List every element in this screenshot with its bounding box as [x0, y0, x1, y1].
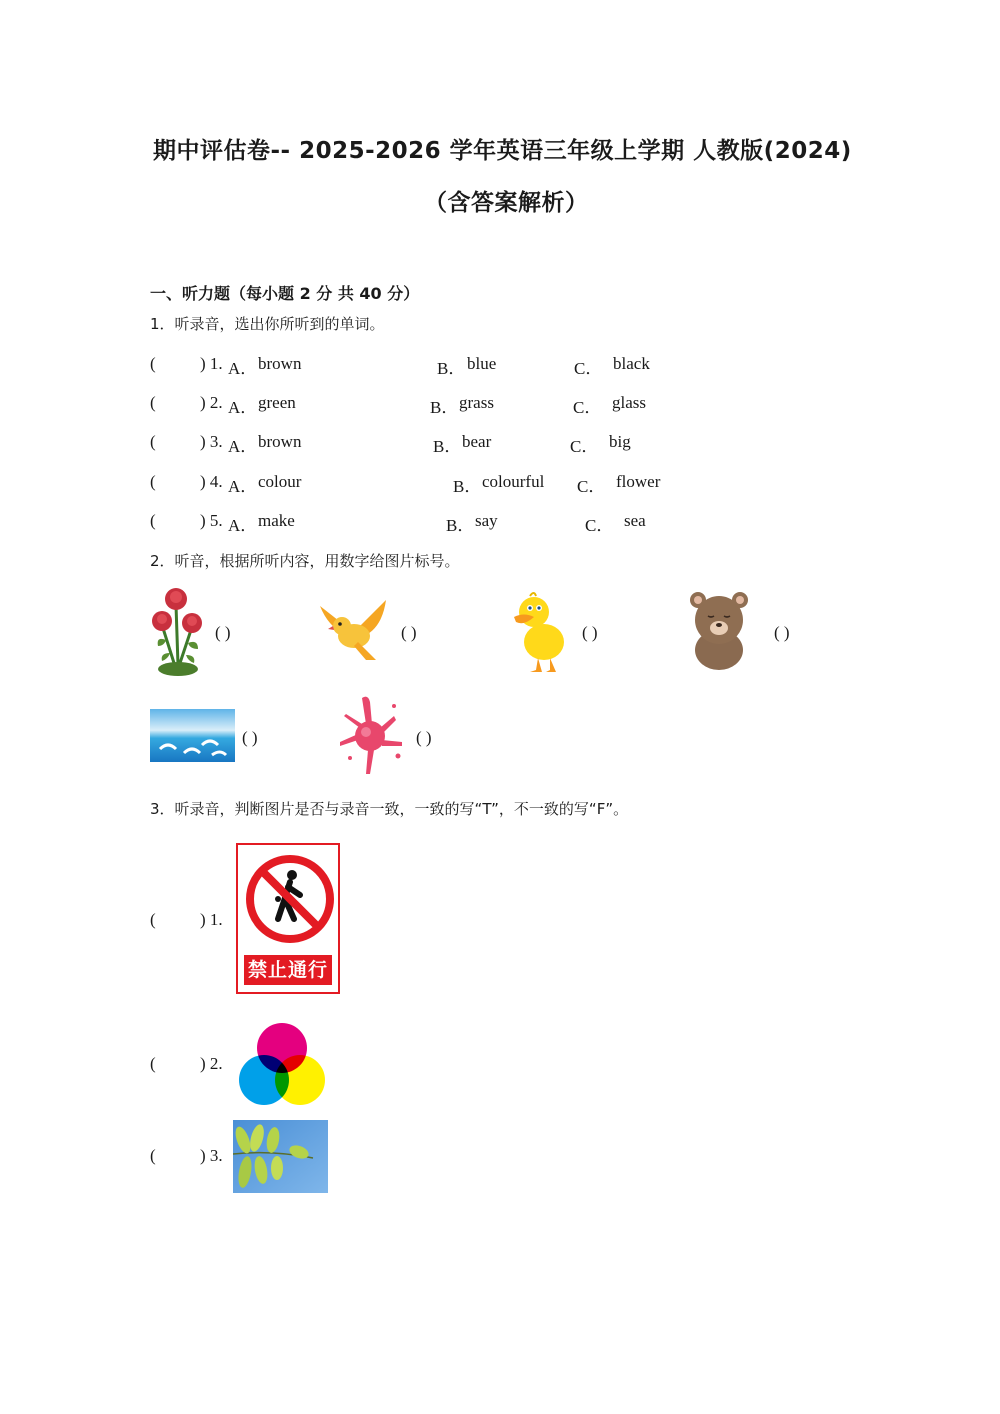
item-number: ) 4.	[200, 472, 223, 491]
bird-picture	[318, 598, 390, 664]
item-number: ) 1.	[200, 354, 223, 373]
document-title: 期中评估卷-- 2025-2026 学年英语三年级上学期 人教版(2024)	[153, 138, 852, 164]
option-a: brown	[258, 354, 302, 373]
option-c: big	[609, 432, 631, 451]
answer-blank-roses[interactable]: ( )	[215, 623, 231, 642]
option-b: say	[475, 511, 498, 530]
option-a-label: A．	[228, 437, 258, 456]
sea-picture	[150, 709, 235, 762]
option-a: make	[258, 511, 295, 530]
item-number: ) 2.	[200, 1054, 223, 1073]
option-b: colourful	[482, 472, 545, 491]
option-a-label: A．	[228, 359, 258, 378]
option-c: flower	[616, 472, 661, 491]
bear-picture	[686, 592, 752, 672]
answer-blank-bear[interactable]: ( )	[774, 623, 790, 642]
option-b: grass	[459, 393, 494, 412]
question-1-instruction: 1．听录音，选出你所听到的单词。	[150, 315, 385, 333]
option-c: sea	[624, 511, 646, 530]
option-c-label: C．	[574, 359, 603, 378]
option-c-label: C．	[577, 477, 606, 496]
item-number: ) 1.	[200, 910, 223, 929]
answer-blank[interactable]: (	[150, 910, 156, 929]
option-a: colour	[258, 472, 302, 491]
option-b-label: B．	[433, 437, 462, 456]
option-b: blue	[467, 354, 497, 373]
question-3-instruction: 3．听录音，判断图片是否与录音一致，一致的写“T”，不一致的写“F”。	[150, 800, 629, 818]
answer-blank[interactable]: (	[150, 1146, 156, 1165]
option-c: glass	[612, 393, 646, 412]
answer-blank-splash[interactable]: ( )	[416, 728, 432, 747]
color-circles-picture	[237, 1022, 327, 1106]
question-2-instruction: 2．听音，根据所听内容，用数字给图片标号。	[150, 552, 460, 570]
no-entry-sign-picture	[236, 843, 340, 994]
answer-blank[interactable]: (	[150, 393, 156, 412]
sign-text: 禁止通行	[244, 955, 332, 985]
answer-blank[interactable]: (	[150, 1054, 156, 1073]
item-number: ) 3.	[200, 1146, 223, 1165]
paint-splash-picture	[336, 694, 406, 776]
option-a-label: A．	[228, 516, 258, 535]
answer-blank-bird[interactable]: ( )	[401, 623, 417, 642]
option-c-label: C．	[585, 516, 614, 535]
option-b-label: B．	[437, 359, 466, 378]
option-c-label: C．	[573, 398, 602, 417]
no-pedestrian-icon	[240, 849, 340, 949]
option-a: brown	[258, 432, 302, 451]
duck-picture	[510, 590, 570, 674]
option-b-label: B．	[430, 398, 459, 417]
option-c-label: C．	[570, 437, 599, 456]
item-number: ) 2.	[200, 393, 223, 412]
option-a-label: A．	[228, 398, 258, 417]
green-leaf-picture	[233, 1120, 328, 1193]
answer-blank[interactable]: (	[150, 432, 156, 451]
item-number: ) 3.	[200, 432, 223, 451]
option-a: green	[258, 393, 296, 412]
option-b-label: B．	[453, 477, 482, 496]
option-c: black	[613, 354, 650, 373]
roses-picture	[148, 585, 208, 677]
section-heading-listening: 一、听力题（每小题 2 分 共 40 分）	[150, 284, 420, 303]
answer-blank-sea[interactable]: ( )	[242, 728, 258, 747]
option-b-label: B．	[446, 516, 475, 535]
answer-blank-duck[interactable]: ( )	[582, 623, 598, 642]
document-subtitle: （含答案解析）	[424, 190, 589, 216]
option-a-label: A．	[228, 477, 258, 496]
option-b: bear	[462, 432, 492, 451]
answer-blank[interactable]: (	[150, 354, 156, 373]
answer-blank[interactable]: (	[150, 511, 156, 530]
answer-blank[interactable]: (	[150, 472, 156, 491]
item-number: ) 5.	[200, 511, 223, 530]
